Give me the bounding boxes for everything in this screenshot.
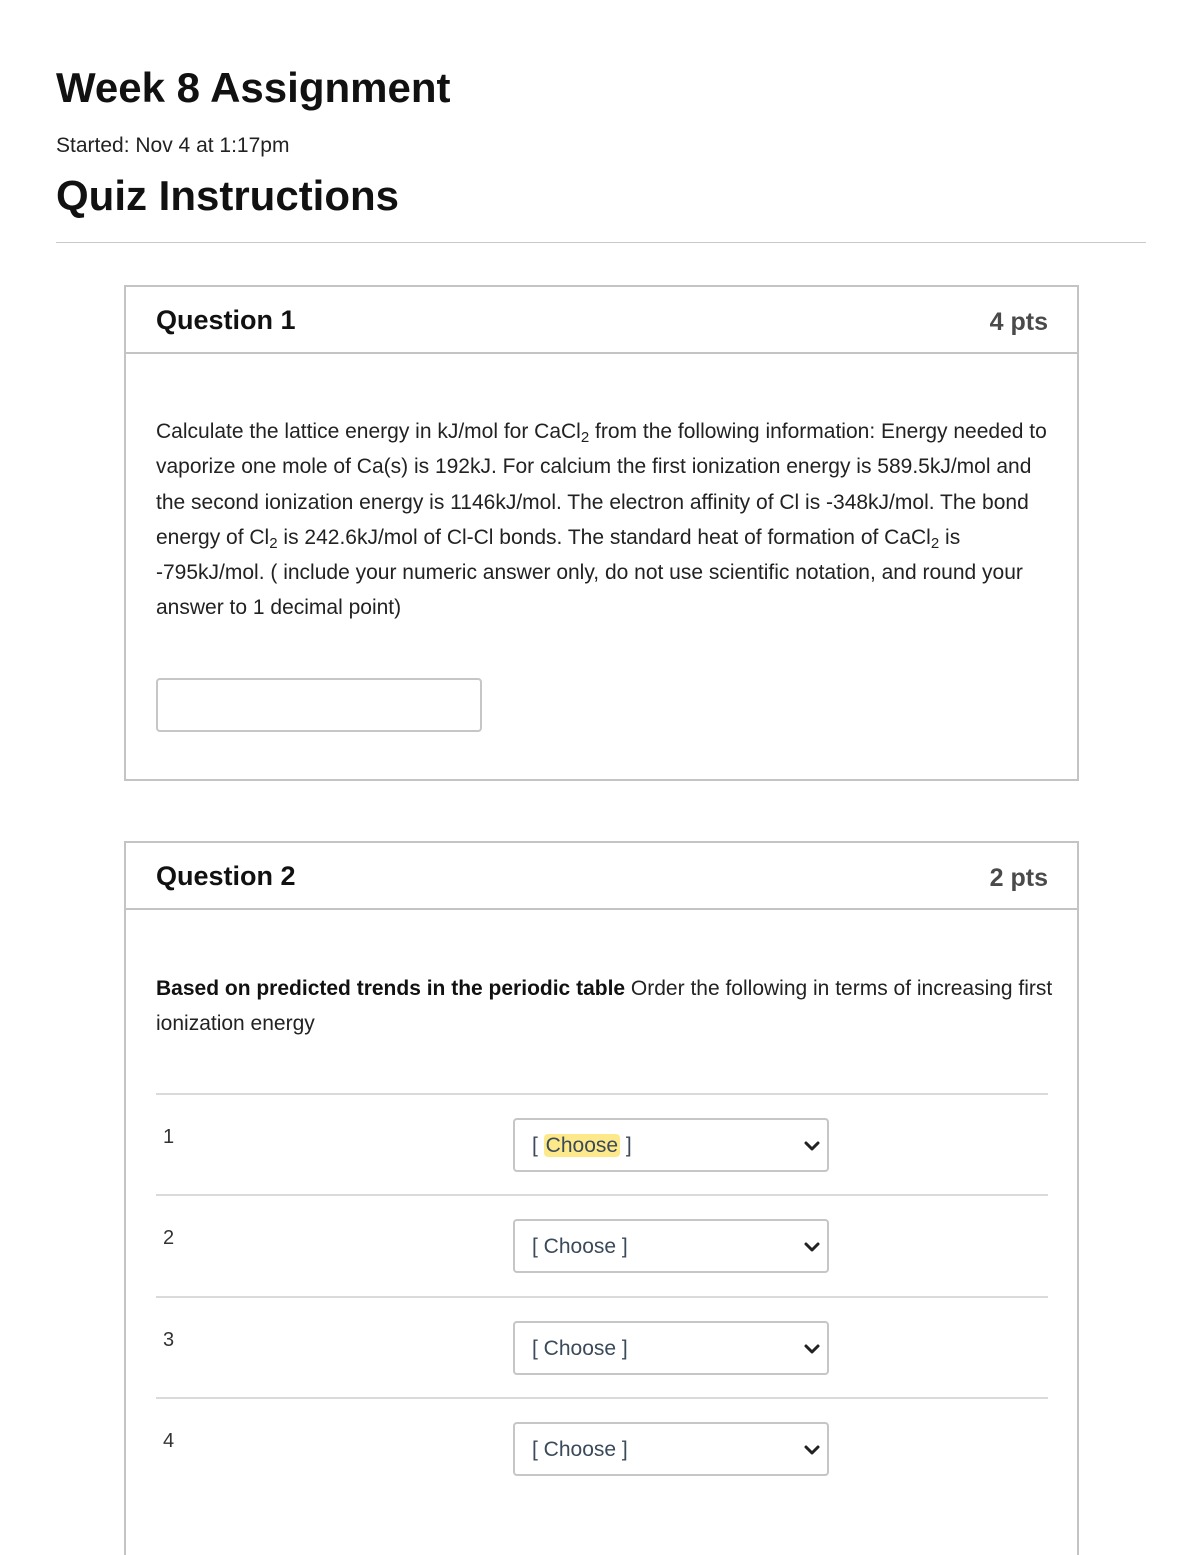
chevron-down-icon <box>803 1238 821 1256</box>
match-select-2[interactable] <box>513 1219 829 1273</box>
match-row-number: 3 <box>163 1329 175 1351</box>
select-value: [ Choose ] <box>532 1438 628 1461</box>
match-row-1 <box>156 1093 1048 1196</box>
header-divider <box>56 242 1146 243</box>
chevron-down-icon <box>803 1137 821 1155</box>
question-1-title: Question 1 <box>156 305 296 335</box>
select-value: [ Choose ] <box>532 1134 632 1157</box>
page-title: Week 8 Assignment <box>56 64 451 111</box>
question-1-card <box>124 285 1079 781</box>
question-2-text: Based on predicted trends in the periodic table Order the following in terms of increasing first ionization energy <box>156 977 1053 1036</box>
match-row-number: 1 <box>163 1126 175 1148</box>
match-select-1[interactable] <box>513 1118 829 1172</box>
match-select-4[interactable] <box>513 1422 829 1476</box>
question-2-points: 2 pts <box>989 864 1048 892</box>
select-value-highlight: Choose <box>545 1134 619 1157</box>
match-row-2 <box>156 1194 1048 1297</box>
quiz-instructions-heading: Quiz Instructions <box>56 172 400 219</box>
started-timestamp: Started: Nov 4 at 1:17pm <box>56 134 290 157</box>
match-select-3[interactable] <box>513 1321 829 1375</box>
question-1-answer-input[interactable] <box>156 678 482 732</box>
match-row-3 <box>156 1296 1048 1399</box>
question-1-text: Calculate the lattice energy in kJ/mol for CaCl$_2$ from the following information: Energy needed to vaporize one mole of Ca(s) is 192kJ. For calcium the first ionization energy is 589.5kJ/mol and the second ionization energy is 1146kJ/mol. The electron affinity of Cl is -348kJ/mol. The bond energy of $Cl_2$ is 242.6kJ/mol of Cl-Cl bonds. The standard heat of formation of CaCl$_2$ is -795kJ/mol. ( include your numeric answer only, do not use scientific notation, and round your answer to 1 decimal point) <box>156 420 1047 620</box>
question-1-header <box>126 287 1077 354</box>
question-2-title: Question 2 <box>156 861 296 891</box>
question-2-header <box>126 843 1077 910</box>
select-value: [ Choose ] <box>532 1337 628 1360</box>
match-row-number: 4 <box>163 1430 175 1452</box>
question-2-card <box>124 841 1079 1555</box>
match-row-4 <box>156 1397 1048 1500</box>
question-1-points: 4 pts <box>989 308 1048 336</box>
select-value: [ Choose ] <box>532 1235 628 1258</box>
chevron-down-icon <box>803 1441 821 1459</box>
question-2-text-bold: Based on predicted trends in the periodic table <box>156 977 626 1000</box>
match-row-number: 2 <box>163 1227 175 1249</box>
chevron-down-icon <box>803 1340 821 1358</box>
